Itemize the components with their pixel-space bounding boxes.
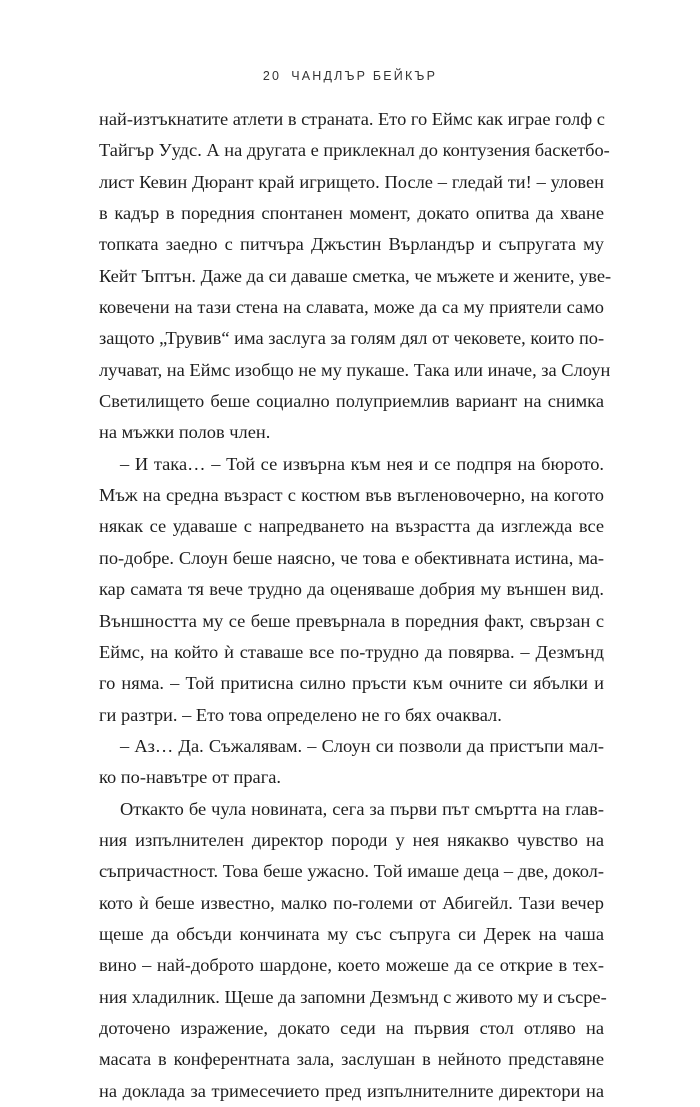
text-line: щеше да обсъди кончината му със съпруга си Дерек на чаша xyxy=(99,923,604,944)
text-line: най-изтъкнатите атлети в страната. Ето го Еймс как играе голф с xyxy=(99,109,605,129)
text-line: лист Кевин Дюрант край игрището. После – гледай ти! – уловен xyxy=(99,171,604,192)
text-line: някак се удаваше с напредването на възрастта да изглежда все xyxy=(99,516,604,537)
running-header xyxy=(0,69,700,83)
text-line: – Аз… Да. Съжалявам. – Слоун си позволи да пристъпи мал- xyxy=(120,735,604,756)
text-line: на мъжки полов член. xyxy=(99,422,271,443)
text-line: Светилището беше социално полуприемлив вариант на снимка xyxy=(99,391,604,412)
text-line: Тайгър Уудс. А на другата е приклекнал до контузения баскетбо- xyxy=(99,140,610,161)
text-line: топката заедно с питчъра Джъстин Върландър и съпругата му xyxy=(99,234,604,255)
page-number: 20 xyxy=(262,69,282,83)
text-line: ковечени на тази стена на славата, може да са му приятели само xyxy=(99,297,604,318)
text-line: кар самата тя вече трудно да оценяваше добрия му външен вид. xyxy=(99,579,604,600)
text-line: лучават, на Еймс изобщо не му пукаше. Така или иначе, за Слоун xyxy=(99,359,611,380)
text-line: Еймс, на който ѝ ставаше все по-трудно да повярва. – Дезмънд xyxy=(99,641,604,662)
author-name: ЧАНДЛЪР БЕЙКЪР xyxy=(291,69,438,83)
text-line: Кейт Ъптън. Даже да си даваше сметка, че мъжете и жените, уве- xyxy=(99,265,612,286)
text-line: по-добре. Слоун беше наясно, че това е обективната истина, ма- xyxy=(99,547,604,568)
text-line: ко по-навътре от прага. xyxy=(99,767,282,788)
text-line: – И така… – Той се извърна към нея и се подпря на бюрото. xyxy=(120,453,604,474)
text-line: съпричастност. Това беше ужасно. Той имаше деца – две, докол- xyxy=(99,861,604,882)
text-line: Външността му се беше превърнала в поредния факт, свързан с xyxy=(99,610,604,631)
text-line: ги разтри. – Ето това определено не го бях очаквал. xyxy=(99,704,502,725)
text-line: кото ѝ беше известно, малко по-големи от Абигейл. Тази вечер xyxy=(99,892,604,913)
text-line: вино – най-доброто шардоне, което можеше да се открие в тех- xyxy=(99,955,604,976)
text-line: го няма. – Той притисна силно пръсти към очните си ябълки и xyxy=(99,673,604,694)
text-line: ния хладилник. Щеше да запомни Дезмънд с живото му и съсре- xyxy=(99,986,607,1007)
body-text xyxy=(99,104,612,1107)
text-line: на доклада за тримесечието пред изпълнителните директори на xyxy=(99,1080,604,1101)
text-line: Мъж на средна възраст с костюм във въгленовочерно, на когото xyxy=(99,485,604,506)
text-line: Откакто бе чула новината, сега за първи път смъртта на глав- xyxy=(120,798,604,819)
text-line: защото „Трувив“ има заслуга за голям дял от чековете, които по- xyxy=(99,328,605,349)
text-line: ния изпълнителен директор породи у нея някакво чувство на xyxy=(99,829,604,850)
text-line: масата в конферентната зала, заслушан в нейното представяне xyxy=(99,1049,604,1070)
text-line: в кадър в поредния спонтанен момент, докато опитва да хване xyxy=(99,203,604,224)
text-line: доточено изражение, докато седи на първия стол отляво на xyxy=(99,1017,604,1038)
